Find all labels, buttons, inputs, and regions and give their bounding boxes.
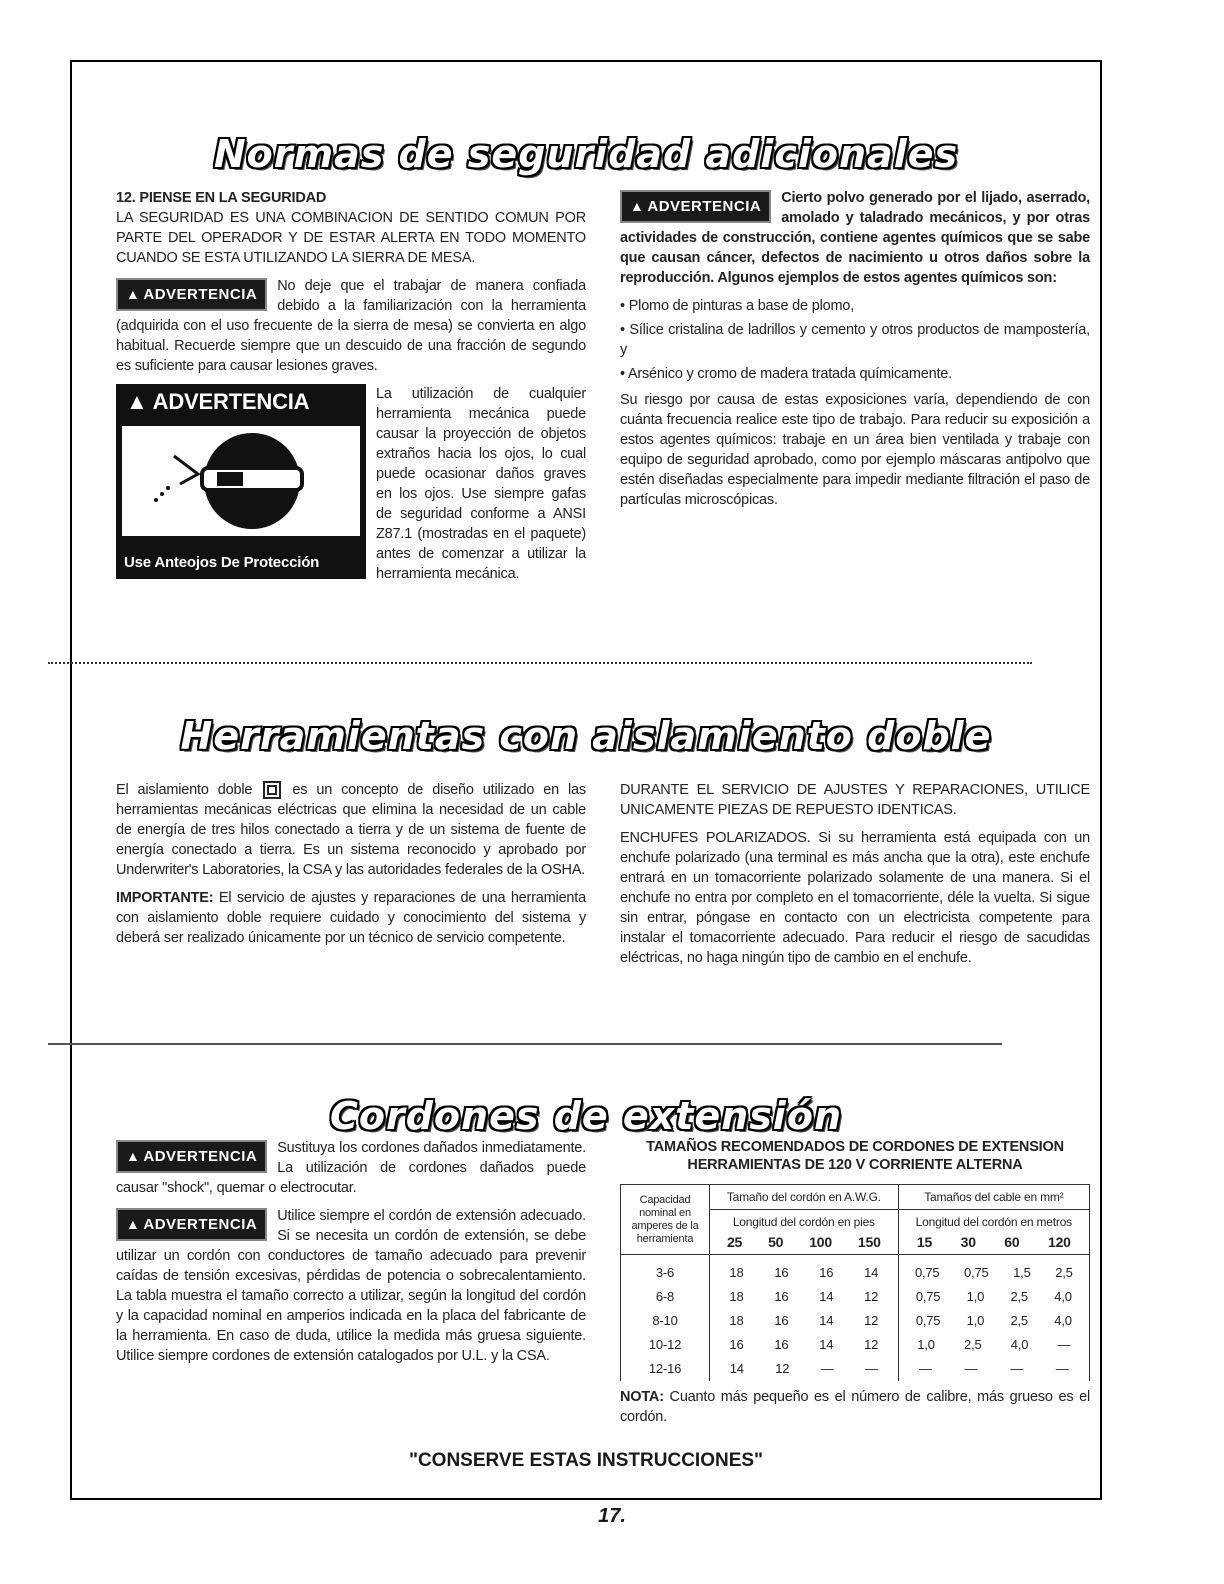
- warning-badge: ▲ ADVERTENCIA: [116, 278, 267, 311]
- warning-badge: ▲ ADVERTENCIA: [116, 1208, 267, 1241]
- table-cell: 1,5: [1013, 1265, 1031, 1280]
- table-cell: 16: [774, 1265, 789, 1280]
- awg-values: [710, 1255, 899, 1286]
- table-cell: 18: [729, 1289, 744, 1304]
- table-row: [621, 1333, 1090, 1357]
- bullet-lead: • Plomo de pinturas a base de plomo,: [620, 298, 855, 314]
- table-cell: —: [865, 1361, 878, 1376]
- table-cell: 14: [819, 1289, 834, 1304]
- table-row: [621, 1285, 1090, 1309]
- table-cell: 4,0: [1010, 1337, 1029, 1352]
- table-cell: 14: [819, 1313, 834, 1328]
- table-cell: 0,75: [915, 1289, 941, 1304]
- length-meters: 30: [960, 1234, 976, 1250]
- amp-range: 12-16: [621, 1357, 710, 1381]
- warning-triangle-icon: ▲: [126, 389, 153, 414]
- table-cell: 0,75: [914, 1265, 940, 1280]
- table-cell: —: [1010, 1361, 1024, 1376]
- table-cell: —: [820, 1361, 834, 1376]
- table-cell: 1,0: [966, 1313, 985, 1328]
- page-number: 17.: [598, 1505, 626, 1527]
- polarized-plugs-paragraph: ENCHUFES POLARIZADOS. Si su herramienta está equipada con un enchufe polarizado (una terminal es más ancha que la otra), este enchufe entrará en un tomacorriente polarizado solamente de una manera. Si el enchufe no entra por completo en el tomacorriente, déle la vuelta. Si sigue sin entrar, póngase en contacto con un electricista competente para instalar el tomacorriente adecuado. Para reducir el riesgo de sacudidas eléctricas, no haga ningún tipo de cambio en el enchufe.: [620, 830, 1090, 966]
- amp-range: 8-10: [621, 1309, 710, 1333]
- length-feet: 50: [768, 1234, 784, 1250]
- table-cell: 14: [729, 1361, 744, 1376]
- awg-values: [710, 1285, 899, 1309]
- mm-values: [898, 1357, 1089, 1381]
- amp-range: 3-6: [621, 1255, 710, 1286]
- table-cell: 16: [774, 1337, 789, 1352]
- chemical-warning: ▲ ADVERTENCIA Cierto polvo generado por el lijado, aserrado, amolado y taladrado mecánicos, y por otras actividades de construcción, contiene agentes químicos que se sabe que causan cáncer, defectos de nacimiento u otros daños sobre la reproducción. Algunos ejemplos de estos agentes químicos son:: [620, 190, 1090, 286]
- subheader-meters: Longitud del cordón en metros: [915, 1215, 1072, 1229]
- safety-left-column: [116, 188, 586, 584]
- table-cell: 4,0: [1054, 1289, 1072, 1304]
- table-cell: 18: [729, 1265, 744, 1280]
- keep-instructions: "CONSERVE ESTAS INSTRUCCIONES": [408, 1450, 764, 1471]
- section-divider: [48, 662, 1032, 664]
- mm-values: [898, 1333, 1089, 1357]
- page-frame: [70, 60, 1102, 1500]
- feet-lengths: [714, 1232, 894, 1252]
- risk-paragraph: Su riesgo por causa de estas exposiciones varía, dependiendo de con cuánta frecuencia realice este tipo de trabajo. Para reducir su exposición a estos agentes químicos: trabaje en un área bien ventilada y trabaje con equipo de seguridad aprobado, como por ejemplo máscaras antipolvo que estén diseñadas especialmente para impedir mediante filtración el paso de partículas microscópicas.: [620, 392, 1090, 508]
- table-cell: 2,5: [964, 1337, 982, 1352]
- mm-values: [898, 1255, 1089, 1286]
- length-feet: 150: [857, 1234, 881, 1250]
- table-cell: —: [919, 1361, 932, 1376]
- section-title-double-insulation: Herramientas con aislamiento doble: [180, 714, 992, 758]
- extension-cord-table: [620, 1184, 1090, 1381]
- cords-left-column: [116, 1138, 586, 1374]
- safety-intro: LA SEGURIDAD ES UNA COMBINACION DE SENTIDO COMUN POR PARTE DEL OPERADOR Y DE ESTAR ALERTA EN TODO MOMENTO CUANDO SE ESTA UTILIZANDO LA SIERRA DE MESA.: [116, 210, 586, 266]
- table-cell: 2,5: [1010, 1289, 1028, 1304]
- amp-range: 10-12: [621, 1333, 710, 1357]
- cords-right-column: [620, 1138, 1090, 1435]
- double-insulation-paragraph: El aislamiento doble es un concepto de diseño utilizado en las herramientas mecánicas eléctricas que elimina la necesidad de un cable de energía de tres hilos conectado a tierra y de un sistema de fuente de energía conectado a tierra. Es un sistema reconocido y aprobado por Underwriter's Laboratories, la CSA y las autoridades federales de la OSHA.: [116, 782, 586, 878]
- table-cell: —: [964, 1361, 978, 1376]
- goggle-sign-caption: Use Anteojos De Protección: [124, 554, 320, 571]
- table-cell: 4,0: [1054, 1313, 1072, 1328]
- warning-triangle-icon: ▲: [126, 1148, 141, 1164]
- table-cell: —: [1055, 1361, 1069, 1376]
- warning-badge: ▲ ADVERTENCIA: [620, 190, 771, 223]
- cord-warning-2: ▲ ADVERTENCIA Utilice siempre el cordón de extensión adecuado. Si se necesita un cordón de extensión, se debe utilizar un cordón con conductores de tamaño adecuado para prevenir caídas de tensión excesivas, pérdidas de potencia o sobrecalentamiento. La tabla muestra el tamaño correcto a utilizar, según la longitud del cordón y la capacidad nominal en amperios indicada en la placa del fabricante de la herramienta. En caso de duda, utilice la medida más gruesa siguiente. Utilice siempre cordones de extensión catalogados por U.L. y la CSA.: [116, 1208, 586, 1364]
- awg-values: [710, 1333, 899, 1357]
- table-cell: 1,0: [917, 1337, 935, 1352]
- column-header-awg: Tamaño del cordón en A.W.G.: [710, 1185, 899, 1210]
- table-row: [621, 1309, 1090, 1333]
- warning-paragraph-2: La utilización de cualquier herramienta mecánica puede causar la proyección de objetos extraños hacia los ojos, lo cual puede ocasionar daños graves en los ojos. Use siempre gafas de seguridad conforme a ANSI Z87.1 (mostradas en el paquete) antes de comenzar a utilizar la herramienta mecánica.: [376, 386, 586, 582]
- table-cell: 16: [774, 1313, 789, 1328]
- length-meters: 15: [916, 1234, 933, 1250]
- table-cell: 0,75: [915, 1313, 941, 1328]
- awg-values: [710, 1309, 899, 1333]
- section-title-extension-cords: Cordones de extensión: [330, 1094, 842, 1138]
- safety-goggles-sign: ▲ ADVERTENCIA Use Anteojos De Protección: [116, 384, 366, 579]
- table-cell: 16: [819, 1265, 834, 1280]
- goggle-warning: [116, 384, 586, 584]
- awg-values: [710, 1357, 899, 1381]
- table-cell: 0,75: [964, 1265, 989, 1280]
- column-header-mm: Tamaños del cable en mm²: [898, 1185, 1089, 1210]
- section-divider: [48, 1043, 1002, 1045]
- length-meters: 120: [1047, 1234, 1071, 1250]
- table-cell: 18: [729, 1313, 744, 1328]
- mm-values: [898, 1309, 1089, 1333]
- table-cell: 12: [864, 1337, 879, 1352]
- table-row: [621, 1357, 1090, 1381]
- subheader-feet: Longitud del cordón en pies: [732, 1215, 875, 1229]
- table-cell: 12: [775, 1361, 790, 1376]
- table-cell: —: [1057, 1337, 1071, 1352]
- table-note: NOTA: Cuanto más pequeño es el número de calibre, más grueso es el cordón.: [620, 1389, 1090, 1425]
- section-title-safety: Normas de seguridad adicionales: [213, 132, 959, 176]
- warning-paragraph-1: ▲ ADVERTENCIA No deje que el trabajar de manera confiada debido a la familiarización con la herramienta (adquirida con el uso frecuente de la sierra de mesa) se convierta en algo habitual. Recuerde siempre que un descuido de una fracción de segundo es suficiente para causar lesiones graves.: [116, 278, 586, 374]
- length-feet: 100: [809, 1234, 832, 1250]
- mm-values: [898, 1285, 1089, 1309]
- important-paragraph: IMPORTANTE: El servicio de ajustes y reparaciones de una herramienta con aislamiento doble requiere cuidado y conocimiento del sistema y deberá ser realizado únicamente por un técnico de servicio competente.: [116, 890, 586, 946]
- column-header-amperes: Capacidad nominal en amperes de la herramienta: [621, 1185, 710, 1255]
- bullet-arsenic: • Arsénico y cromo de madera tratada químicamente.: [620, 366, 952, 382]
- length-feet: 25: [726, 1234, 743, 1250]
- table-cell: 1,0: [966, 1289, 985, 1304]
- safety-right-column: [620, 188, 1090, 518]
- insulation-right-column: [620, 780, 1090, 976]
- bullet-silica: • Sílice cristalina de ladrillos y cemento y otros productos de mampostería, y: [620, 322, 1090, 358]
- table-cell: 12: [864, 1313, 879, 1328]
- table-cell: 16: [774, 1289, 789, 1304]
- length-meters: 60: [1004, 1234, 1020, 1250]
- insulation-left-column: [116, 780, 586, 956]
- table-row: [621, 1255, 1090, 1286]
- meter-lengths: [903, 1232, 1085, 1252]
- warning-triangle-icon: ▲: [126, 286, 141, 302]
- goggles-head-icon: [122, 426, 360, 536]
- identical-parts-paragraph: DURANTE EL SERVICIO DE AJUSTES Y REPARACIONES, UTILICE UNICAMENTE PIEZAS DE REPUESTO IDENTICAS.: [620, 782, 1090, 818]
- cord-warning-1: ▲ ADVERTENCIA Sustituya los cordones dañados inmediatamente. La utilización de cordones dañados puede causar "shock", quemar o electrocutar.: [116, 1140, 586, 1196]
- table-cell: 14: [864, 1265, 879, 1280]
- warning-triangle-icon: ▲: [630, 198, 645, 214]
- table-cell: 2,5: [1010, 1313, 1028, 1328]
- table-cell: 16: [729, 1337, 744, 1352]
- table-cell: 2,5: [1055, 1265, 1073, 1280]
- warning-badge: ▲ ADVERTENCIA: [116, 1140, 267, 1173]
- amp-range: 6-8: [621, 1285, 710, 1309]
- item-heading: 12. PIENSE EN LA SEGURIDAD: [116, 190, 327, 206]
- table-title: TAMAÑOS RECOMENDADOS DE CORDONES DE EXTENSION HERRAMIENTAS DE 120 V CORRIENTE ALTERNA: [646, 1139, 1064, 1173]
- warning-triangle-icon: ▲: [126, 1216, 141, 1232]
- double-insulation-icon: [263, 781, 281, 799]
- table-cell: 12: [864, 1289, 879, 1304]
- table-cell: 14: [819, 1337, 834, 1352]
